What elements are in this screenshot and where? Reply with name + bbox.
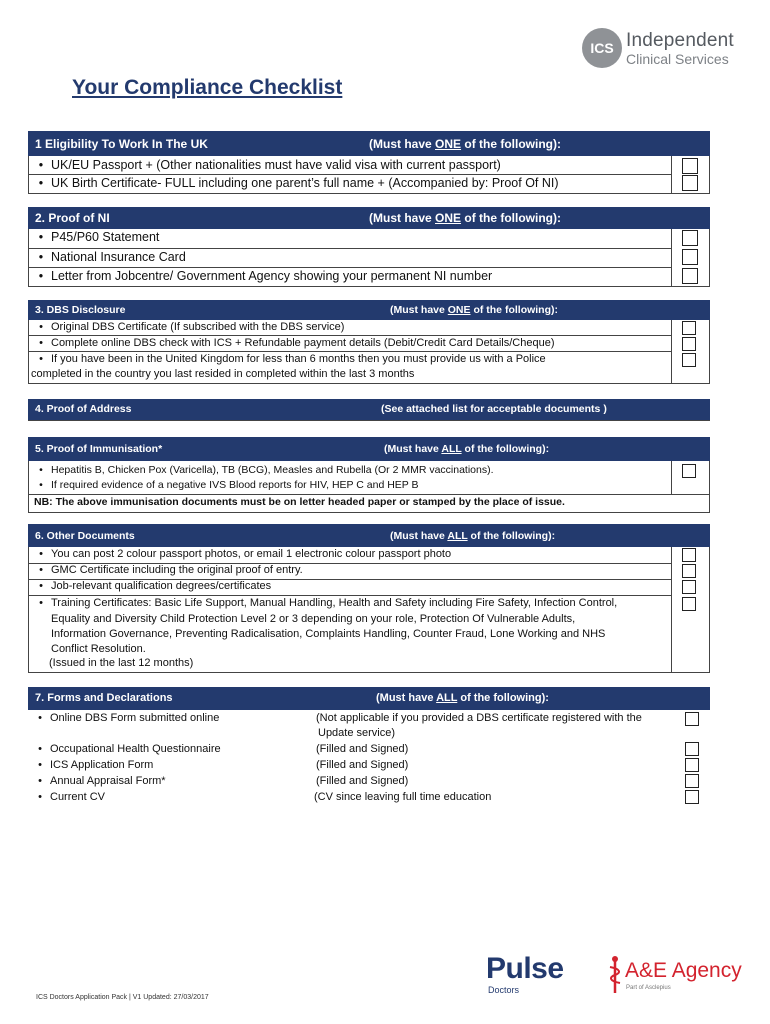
checkbox[interactable] <box>682 268 698 284</box>
checkbox[interactable] <box>682 337 696 351</box>
section-2-requirement: (Must have ONE of the following): <box>369 211 562 225</box>
list-item: • Hepatitis B, Chicken Pox (Varicella), TB (BCG), Measles and Rubella (Or 2 MMR vaccinations). <box>39 464 494 476</box>
list-item-note: (Not applicable if you provided a DBS certificate registered with the <box>316 712 642 724</box>
immunisation-note: NB: The above immunisation documents must be on letter headed paper or stamped by the place of issue. <box>34 496 565 508</box>
section-2-body <box>28 229 710 287</box>
page-title: Your Compliance Checklist <box>72 76 343 99</box>
list-item: • National Insurance Card <box>38 250 186 264</box>
list-item-note: (Filled and Signed) <box>316 743 409 755</box>
ae-logo-sub: Part of Asclepius <box>626 985 671 991</box>
list-item: • Job-relevant qualification degrees/certificates <box>39 580 272 592</box>
list-item: • UK Birth Certificate- FULL including one parent’s full name + (Accompanied by: Proof Of NI) <box>38 176 559 190</box>
list-item: • Complete online DBS check with ICS + Refundable payment details (Debit/Credit Card Details/Cheque) <box>39 337 555 349</box>
section-6-header <box>28 524 710 547</box>
list-item-continuation: Information Governance, Preventing Radicalisation, Complaints Handling, Counter Fraud, Lone Working and NHS <box>51 628 606 640</box>
list-item-note: (Filled and Signed) <box>316 759 409 771</box>
checkbox[interactable] <box>682 597 696 611</box>
section-1-title: 1 Eligibility To Work In The UK <box>35 137 208 151</box>
section-5-title: 5. Proof of Immunisation* <box>35 443 163 455</box>
list-item: • UK/EU Passport + (Other nationalities must have valid visa with current passport) <box>38 158 501 172</box>
section-7-header <box>28 687 710 710</box>
list-item: • If you have been in the United Kingdom for less than 6 months then you must provide us with a Police <box>39 353 546 365</box>
checkbox[interactable] <box>685 742 699 756</box>
pulse-doctors-logo <box>486 952 564 995</box>
checkbox[interactable] <box>682 321 696 335</box>
checkbox[interactable] <box>682 564 696 578</box>
checkbox[interactable] <box>682 249 698 265</box>
section-4-requirement: (See attached list for acceptable documents ) <box>381 403 607 415</box>
section-2-title: 2. Proof of NI <box>35 211 110 225</box>
section-7-requirement: (Must have ALL of the following): <box>376 692 549 704</box>
list-item: • P45/P60 Statement <box>38 230 160 244</box>
checkbox[interactable] <box>682 464 696 478</box>
section-6-title: 6. Other Documents <box>35 530 135 542</box>
list-item: • Original DBS Certificate (If subscribed with the DBS service) <box>39 321 345 333</box>
list-item: • Annual Appraisal Form* <box>38 775 166 787</box>
checkbox[interactable] <box>685 790 699 804</box>
ics-logo <box>582 28 742 70</box>
checkbox[interactable] <box>682 230 698 246</box>
checkbox[interactable] <box>685 712 699 726</box>
list-item: • GMC Certificate including the original proof of entry. <box>39 564 303 576</box>
section-4-title: 4. Proof of Address <box>35 403 132 415</box>
ics-logo-line1: Independent <box>626 30 734 51</box>
section-4-header <box>28 399 710 420</box>
list-item-continuation: (Issued in the last 12 months) <box>49 657 194 669</box>
section-5-header <box>28 437 710 461</box>
section-3-header <box>28 300 710 320</box>
checkbox[interactable] <box>682 580 696 594</box>
section-1-header <box>28 131 710 156</box>
ae-logo-word: A&E Agency <box>625 959 742 982</box>
checkbox[interactable] <box>682 158 698 174</box>
section-5-body <box>28 461 710 513</box>
list-item-continuation: Conflict Resolution. <box>51 643 146 655</box>
section-6-body <box>28 547 710 673</box>
list-item: • Training Certificates: Basic Life Support, Manual Handling, Health and Safety including Fire Safety, Infection Control, <box>39 597 618 609</box>
section-5-requirement: (Must have ALL of the following): <box>384 443 550 455</box>
list-item-note: (CV since leaving full time education <box>314 791 492 803</box>
list-item-continuation: completed in the country you last resided in completed within the last 3 months <box>31 368 415 380</box>
list-item: • Occupational Health Questionnaire <box>38 743 221 755</box>
section-6-requirement: (Must have ALL of the following): <box>390 530 556 542</box>
checkbox[interactable] <box>685 758 699 772</box>
section-4-body <box>28 420 710 421</box>
section-1-body <box>28 156 710 194</box>
footer-text: ICS Doctors Application Pack | V1 Updated: 27/03/2017 <box>36 994 209 1001</box>
ics-logo-badge: ICS <box>582 28 622 68</box>
section-3-body <box>28 320 710 384</box>
checkbox[interactable] <box>682 353 696 367</box>
checkbox[interactable] <box>682 175 698 191</box>
list-item: • You can post 2 colour passport photos, or email 1 electronic colour passport photo <box>39 548 452 560</box>
list-item-continuation: Equality and Diversity Child Protection Level 2 or 3 depending on your role, Protection Of Vulnerable Adults, <box>51 613 576 625</box>
ics-logo-line2: Clinical Services <box>626 51 729 67</box>
list-item: • Letter from Jobcentre/ Government Agency showing your permanent NI number <box>38 269 493 283</box>
list-item-note: (Filled and Signed) <box>316 775 409 787</box>
pulse-logo-sub: Doctors <box>488 985 520 995</box>
list-item: • Online DBS Form submitted online <box>38 712 220 724</box>
checkbox[interactable] <box>685 774 699 788</box>
list-item: • ICS Application Form <box>38 759 154 771</box>
pulse-logo-word: Pulse <box>486 952 564 985</box>
checkbox[interactable] <box>682 548 696 562</box>
section-1-requirement: (Must have ONE of the following): <box>369 137 562 151</box>
section-2-header <box>28 207 710 229</box>
section-7-title: 7. Forms and Declarations <box>35 692 173 704</box>
section-3-title: 3. DBS Disclosure <box>35 304 126 316</box>
list-item: • Current CV <box>38 791 106 803</box>
caduceus-icon <box>607 955 623 995</box>
list-item: • If required evidence of a negative IVS Blood reports for HIV, HEP C and HEP B <box>39 479 419 491</box>
list-item-note: Update service) <box>318 727 396 739</box>
section-3-requirement: (Must have ONE of the following): <box>390 304 559 316</box>
section-7-body <box>28 710 710 806</box>
